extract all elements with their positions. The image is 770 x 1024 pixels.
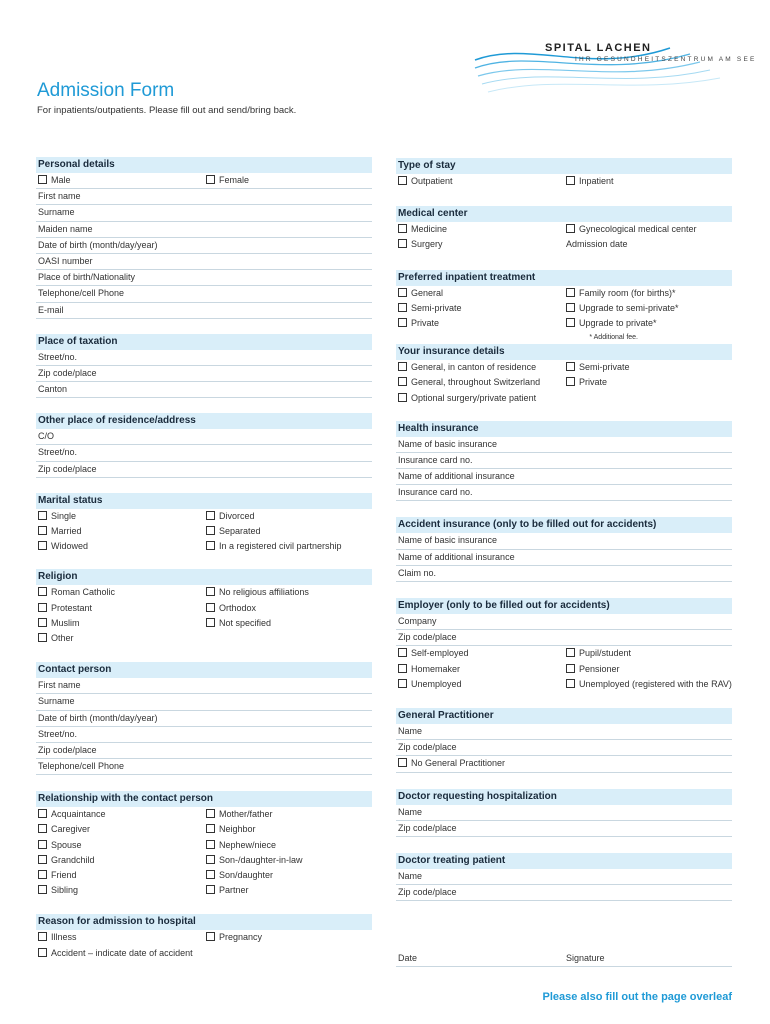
option-partner[interactable]: Partner [206, 883, 249, 898]
checkbox-icon[interactable] [206, 541, 215, 550]
option-neighbor[interactable]: Neighbor [206, 822, 256, 837]
checkbox-row [36, 616, 372, 631]
option-sibling[interactable]: Sibling [38, 883, 78, 898]
checkbox-icon[interactable] [206, 855, 215, 864]
option-nephew-niece[interactable]: Nephew/niece [206, 838, 276, 853]
date-signature-row [396, 951, 732, 967]
section-heading: Reason for admission to hospital [36, 914, 372, 930]
section-heading: Your insurance details [396, 344, 732, 360]
field-first-name[interactable]: First name [36, 678, 372, 694]
option-unemployed[interactable]: Unemployed [398, 677, 462, 692]
section-heading: Type of stay [396, 158, 732, 174]
page-title: Admission Form [37, 80, 175, 101]
option-optional-surgery[interactable]: Optional surgery/private patient [398, 391, 536, 406]
checkbox-row [36, 807, 372, 822]
checkbox-row [396, 375, 732, 390]
section-heading: Accident insurance (only to be filled out for accidents) [396, 517, 732, 533]
option-outpatient[interactable]: Outpatient [398, 174, 453, 189]
section-heading: Doctor treating patient [396, 853, 732, 869]
option-married[interactable]: Married [38, 524, 82, 539]
field-admission-date[interactable]: Admission date [566, 239, 628, 250]
checkbox-icon[interactable] [38, 948, 47, 957]
checkbox-row [36, 930, 372, 945]
checkbox-icon[interactable] [206, 870, 215, 879]
option-illness[interactable]: Illness [38, 930, 77, 945]
page-subtitle: For inpatients/outpatients. Please fill out and send/bring back. [37, 105, 297, 116]
checkbox-icon[interactable] [38, 870, 47, 879]
checkbox-row [36, 539, 372, 554]
checkbox-icon[interactable] [38, 603, 47, 612]
checkbox-icon[interactable] [566, 679, 575, 688]
field-street[interactable]: Street/no. [36, 350, 372, 366]
option-no-gp[interactable]: No General Practitioner [398, 756, 505, 771]
general-practitioner-section [396, 708, 732, 773]
employer-section [396, 598, 732, 692]
checkbox-row [36, 822, 372, 837]
checkbox-row [36, 883, 372, 898]
field-date[interactable]: Date [398, 953, 418, 964]
field-additional-insurance[interactable]: Name of additional insurance [396, 550, 732, 566]
section-heading: Medical center [396, 206, 732, 222]
field-street[interactable]: Street/no. [36, 727, 372, 743]
field-zip[interactable]: Zip code/place [396, 740, 732, 756]
field-telephone[interactable]: Telephone/cell Phone [36, 759, 372, 775]
checkbox-icon[interactable] [566, 176, 575, 185]
checkbox-row [396, 301, 732, 316]
option-in-law[interactable]: Son-/daughter-in-law [206, 853, 303, 868]
checkbox-icon[interactable] [206, 840, 215, 849]
preferred-treatment-section [396, 270, 732, 345]
contact-person-section [36, 662, 372, 775]
option-mother-father[interactable]: Mother/father [206, 807, 273, 822]
section-heading: Relationship with the contact person [36, 791, 372, 807]
option-son-daughter[interactable]: Son/daughter [206, 868, 273, 883]
field-zip[interactable]: Zip code/place [36, 462, 372, 478]
checkbox-icon[interactable] [566, 648, 575, 657]
field-co[interactable]: C/O [36, 429, 372, 445]
field-surname[interactable]: Surname [36, 205, 372, 221]
option-self-employed[interactable]: Self-employed [398, 646, 469, 661]
checkbox-icon[interactable] [398, 224, 407, 233]
additional-fee-note: * Additional fee. [589, 334, 638, 342]
option-gynecological[interactable]: Gynecological medical center [566, 222, 697, 237]
checkbox-icon[interactable] [398, 758, 407, 767]
treating-doctor-section [396, 853, 732, 901]
option-medicine[interactable]: Medicine [398, 222, 447, 237]
reason-section [36, 914, 372, 960]
checkbox-icon[interactable] [38, 541, 47, 550]
checkbox-icon[interactable] [566, 224, 575, 233]
personal-details-section [36, 157, 372, 319]
checkbox-icon[interactable] [206, 526, 215, 535]
field-place-of-birth[interactable]: Place of birth/Nationality [36, 270, 372, 286]
option-muslim[interactable]: Muslim [38, 616, 80, 631]
checkbox-icon[interactable] [566, 303, 575, 312]
female-option[interactable]: Female [206, 173, 249, 188]
checkbox-icon[interactable] [206, 511, 215, 520]
checkbox-icon[interactable] [566, 362, 575, 371]
checkbox-icon[interactable] [38, 633, 47, 642]
checkbox-icon[interactable] [206, 618, 215, 627]
option-separated[interactable]: Separated [206, 524, 261, 539]
option-single[interactable]: Single [38, 509, 76, 524]
checkbox-icon[interactable] [38, 587, 47, 596]
checkbox-icon[interactable] [566, 318, 575, 327]
checkbox-icon[interactable] [38, 175, 47, 184]
checkbox-row [36, 946, 372, 961]
checkbox-icon[interactable] [398, 288, 407, 297]
option-surgery[interactable]: Surgery [398, 237, 443, 252]
checkbox-icon[interactable] [566, 288, 575, 297]
checkbox-icon[interactable] [566, 664, 575, 673]
field-zip[interactable]: Zip code/place [36, 743, 372, 759]
field-zip[interactable]: Zip code/place [396, 821, 732, 837]
checkbox-icon[interactable] [398, 664, 407, 673]
option-orthodox[interactable]: Orthodox [206, 601, 256, 616]
checkbox-icon[interactable] [38, 809, 47, 818]
checkbox-row [396, 360, 732, 375]
checkbox-icon[interactable] [398, 679, 407, 688]
field-telephone[interactable]: Telephone/cell Phone [36, 286, 372, 302]
option-general[interactable]: General [398, 286, 443, 301]
accident-insurance-section [396, 517, 732, 582]
checkbox-row [396, 174, 732, 189]
section-heading: Employer (only to be filled out for accidents) [396, 598, 732, 614]
checkbox-icon[interactable] [206, 885, 215, 894]
checkbox-icon[interactable] [38, 824, 47, 833]
option-private[interactable]: Private [566, 375, 607, 390]
checkbox-icon[interactable] [398, 176, 407, 185]
option-semi-private[interactable]: Semi-private [398, 301, 462, 316]
requesting-doctor-section [396, 789, 732, 837]
option-pregnancy[interactable]: Pregnancy [206, 930, 262, 945]
field-name[interactable]: Name [396, 869, 732, 885]
checkbox-icon[interactable] [38, 855, 47, 864]
field-oasi-number[interactable]: OASI number [36, 254, 372, 270]
insurance-details-section [396, 344, 732, 406]
checkbox-icon[interactable] [38, 932, 47, 941]
checkbox-row [36, 509, 372, 524]
option-friend[interactable]: Friend [38, 868, 77, 883]
option-family-room[interactable]: Family room (for births)* [566, 286, 676, 301]
option-inpatient[interactable]: Inpatient [566, 174, 614, 189]
checkbox-row [396, 646, 732, 661]
option-accident[interactable]: Accident – indicate date of accident [38, 946, 193, 961]
checkbox-row [396, 316, 732, 331]
marital-status-section [36, 493, 372, 555]
field-signature[interactable]: Signature [566, 953, 605, 964]
checkbox-icon[interactable] [398, 648, 407, 657]
checkbox-icon[interactable] [38, 511, 47, 520]
option-pupil-student[interactable]: Pupil/student [566, 646, 631, 661]
checkbox-icon[interactable] [38, 885, 47, 894]
overleaf-note: Please also fill out the page overleaf [542, 991, 732, 1003]
field-canton[interactable]: Canton [36, 382, 372, 398]
section-heading: Preferred inpatient treatment [396, 270, 732, 286]
option-grandchild[interactable]: Grandchild [38, 853, 95, 868]
field-first-name[interactable]: First name [36, 189, 372, 205]
section-heading: Marital status [36, 493, 372, 509]
gender-row [36, 173, 372, 189]
section-heading: General Practitioner [396, 708, 732, 724]
checkbox-row [396, 756, 732, 772]
option-unemployed-rav[interactable]: Unemployed (registered with the RAV) [566, 677, 732, 692]
section-heading: Place of taxation [36, 334, 372, 350]
field-surname[interactable]: Surname [36, 694, 372, 710]
section-heading: Personal details [36, 157, 372, 173]
option-pensioner[interactable]: Pensioner [566, 662, 620, 677]
checkbox-icon[interactable] [206, 932, 215, 941]
checkbox-row [396, 222, 732, 237]
checkbox-icon[interactable] [398, 377, 407, 386]
field-zip[interactable]: Zip code/place [396, 885, 732, 901]
option-no-religion[interactable]: No religious affiliations [206, 585, 309, 600]
checkbox-icon[interactable] [206, 603, 215, 612]
field-zip[interactable]: Zip code/place [396, 630, 732, 646]
section-heading: Religion [36, 569, 372, 585]
health-insurance-section [396, 421, 732, 502]
checkbox-row [36, 853, 372, 868]
checkbox-icon[interactable] [398, 303, 407, 312]
checkbox-icon[interactable] [206, 824, 215, 833]
checkbox-row [396, 677, 732, 692]
field-zip[interactable]: Zip code/place [36, 366, 372, 382]
field-company[interactable]: Company [396, 614, 732, 630]
section-heading: Contact person [36, 662, 372, 678]
option-upgrade-semi-private[interactable]: Upgrade to semi-private* [566, 301, 679, 316]
option-divorced[interactable]: Divorced [206, 509, 255, 524]
option-caregiver[interactable]: Caregiver [38, 822, 90, 837]
checkbox-row [36, 868, 372, 883]
option-general-switzerland[interactable]: General, throughout Switzerland [398, 375, 540, 390]
type-of-stay-section [396, 158, 732, 189]
checkbox-icon[interactable] [38, 618, 47, 627]
field-basic-insurance[interactable]: Name of basic insurance [396, 437, 732, 453]
field-email[interactable]: E-mail [36, 303, 372, 319]
checkbox-row [396, 662, 732, 677]
field-insurance-card[interactable]: Insurance card no. [396, 485, 732, 501]
checkbox-icon[interactable] [398, 393, 407, 402]
section-heading: Doctor requesting hospitalization [396, 789, 732, 805]
checkbox-row [396, 286, 732, 301]
section-heading: Other place of residence/address [36, 413, 372, 429]
checkbox-row [36, 631, 372, 646]
checkbox-row [396, 391, 732, 406]
other-residence-section [36, 413, 372, 478]
medical-center-section [396, 206, 732, 252]
option-acquaintance[interactable]: Acquaintance [38, 807, 106, 822]
checkbox-row [36, 524, 372, 539]
male-option[interactable]: Male [38, 173, 71, 188]
relationship-section [36, 791, 372, 898]
option-not-specified[interactable]: Not specified [206, 616, 271, 631]
field-date-of-birth[interactable]: Date of birth (month/day/year) [36, 238, 372, 254]
option-upgrade-private[interactable]: Upgrade to private* [566, 316, 657, 331]
section-heading: Health insurance [396, 421, 732, 437]
option-private[interactable]: Private [398, 316, 439, 331]
checkbox-icon[interactable] [206, 587, 215, 596]
field-insurance-card[interactable]: Insurance card no. [396, 453, 732, 469]
field-name[interactable]: Name [396, 805, 732, 821]
checkbox-icon[interactable] [398, 318, 407, 327]
option-spouse[interactable]: Spouse [38, 838, 82, 853]
option-civil-partnership[interactable]: In a registered civil partnership [206, 539, 342, 554]
field-date-of-birth[interactable]: Date of birth (month/day/year) [36, 711, 372, 727]
checkbox-icon[interactable] [398, 362, 407, 371]
field-basic-insurance[interactable]: Name of basic insurance [396, 533, 732, 549]
option-homemaker[interactable]: Homemaker [398, 662, 460, 677]
logo-tagline: IHR GESUNDHEITSZENTRUM AM SEE [575, 56, 757, 63]
checkbox-row [36, 838, 372, 853]
option-protestant[interactable]: Protestant [38, 601, 92, 616]
religion-section [36, 569, 372, 646]
option-semi-private[interactable]: Semi-private [566, 360, 630, 375]
checkbox-row [36, 601, 372, 616]
checkbox-icon[interactable] [206, 809, 215, 818]
right-column [396, 158, 732, 967]
field-maiden-name[interactable]: Maiden name [36, 222, 372, 238]
left-column [36, 157, 372, 961]
checkbox-row [396, 237, 732, 252]
field-name[interactable]: Name [396, 724, 732, 740]
checkbox-icon[interactable] [38, 840, 47, 849]
logo-name: SPITAL LACHEN [545, 42, 652, 54]
field-street[interactable]: Street/no. [36, 445, 372, 461]
checkbox-icon[interactable] [38, 526, 47, 535]
checkbox-icon[interactable] [398, 239, 407, 248]
checkbox-icon[interactable] [566, 377, 575, 386]
field-claim-no[interactable]: Claim no. [396, 566, 732, 582]
option-roman-catholic[interactable]: Roman Catholic [38, 585, 115, 600]
option-general-canton[interactable]: General, in canton of residence [398, 360, 536, 375]
taxation-section [36, 334, 372, 399]
option-widowed[interactable]: Widowed [38, 539, 88, 554]
field-additional-insurance[interactable]: Name of additional insurance [396, 469, 732, 485]
checkbox-icon[interactable] [206, 175, 215, 184]
checkbox-row [36, 585, 372, 600]
option-other[interactable]: Other [38, 631, 74, 646]
